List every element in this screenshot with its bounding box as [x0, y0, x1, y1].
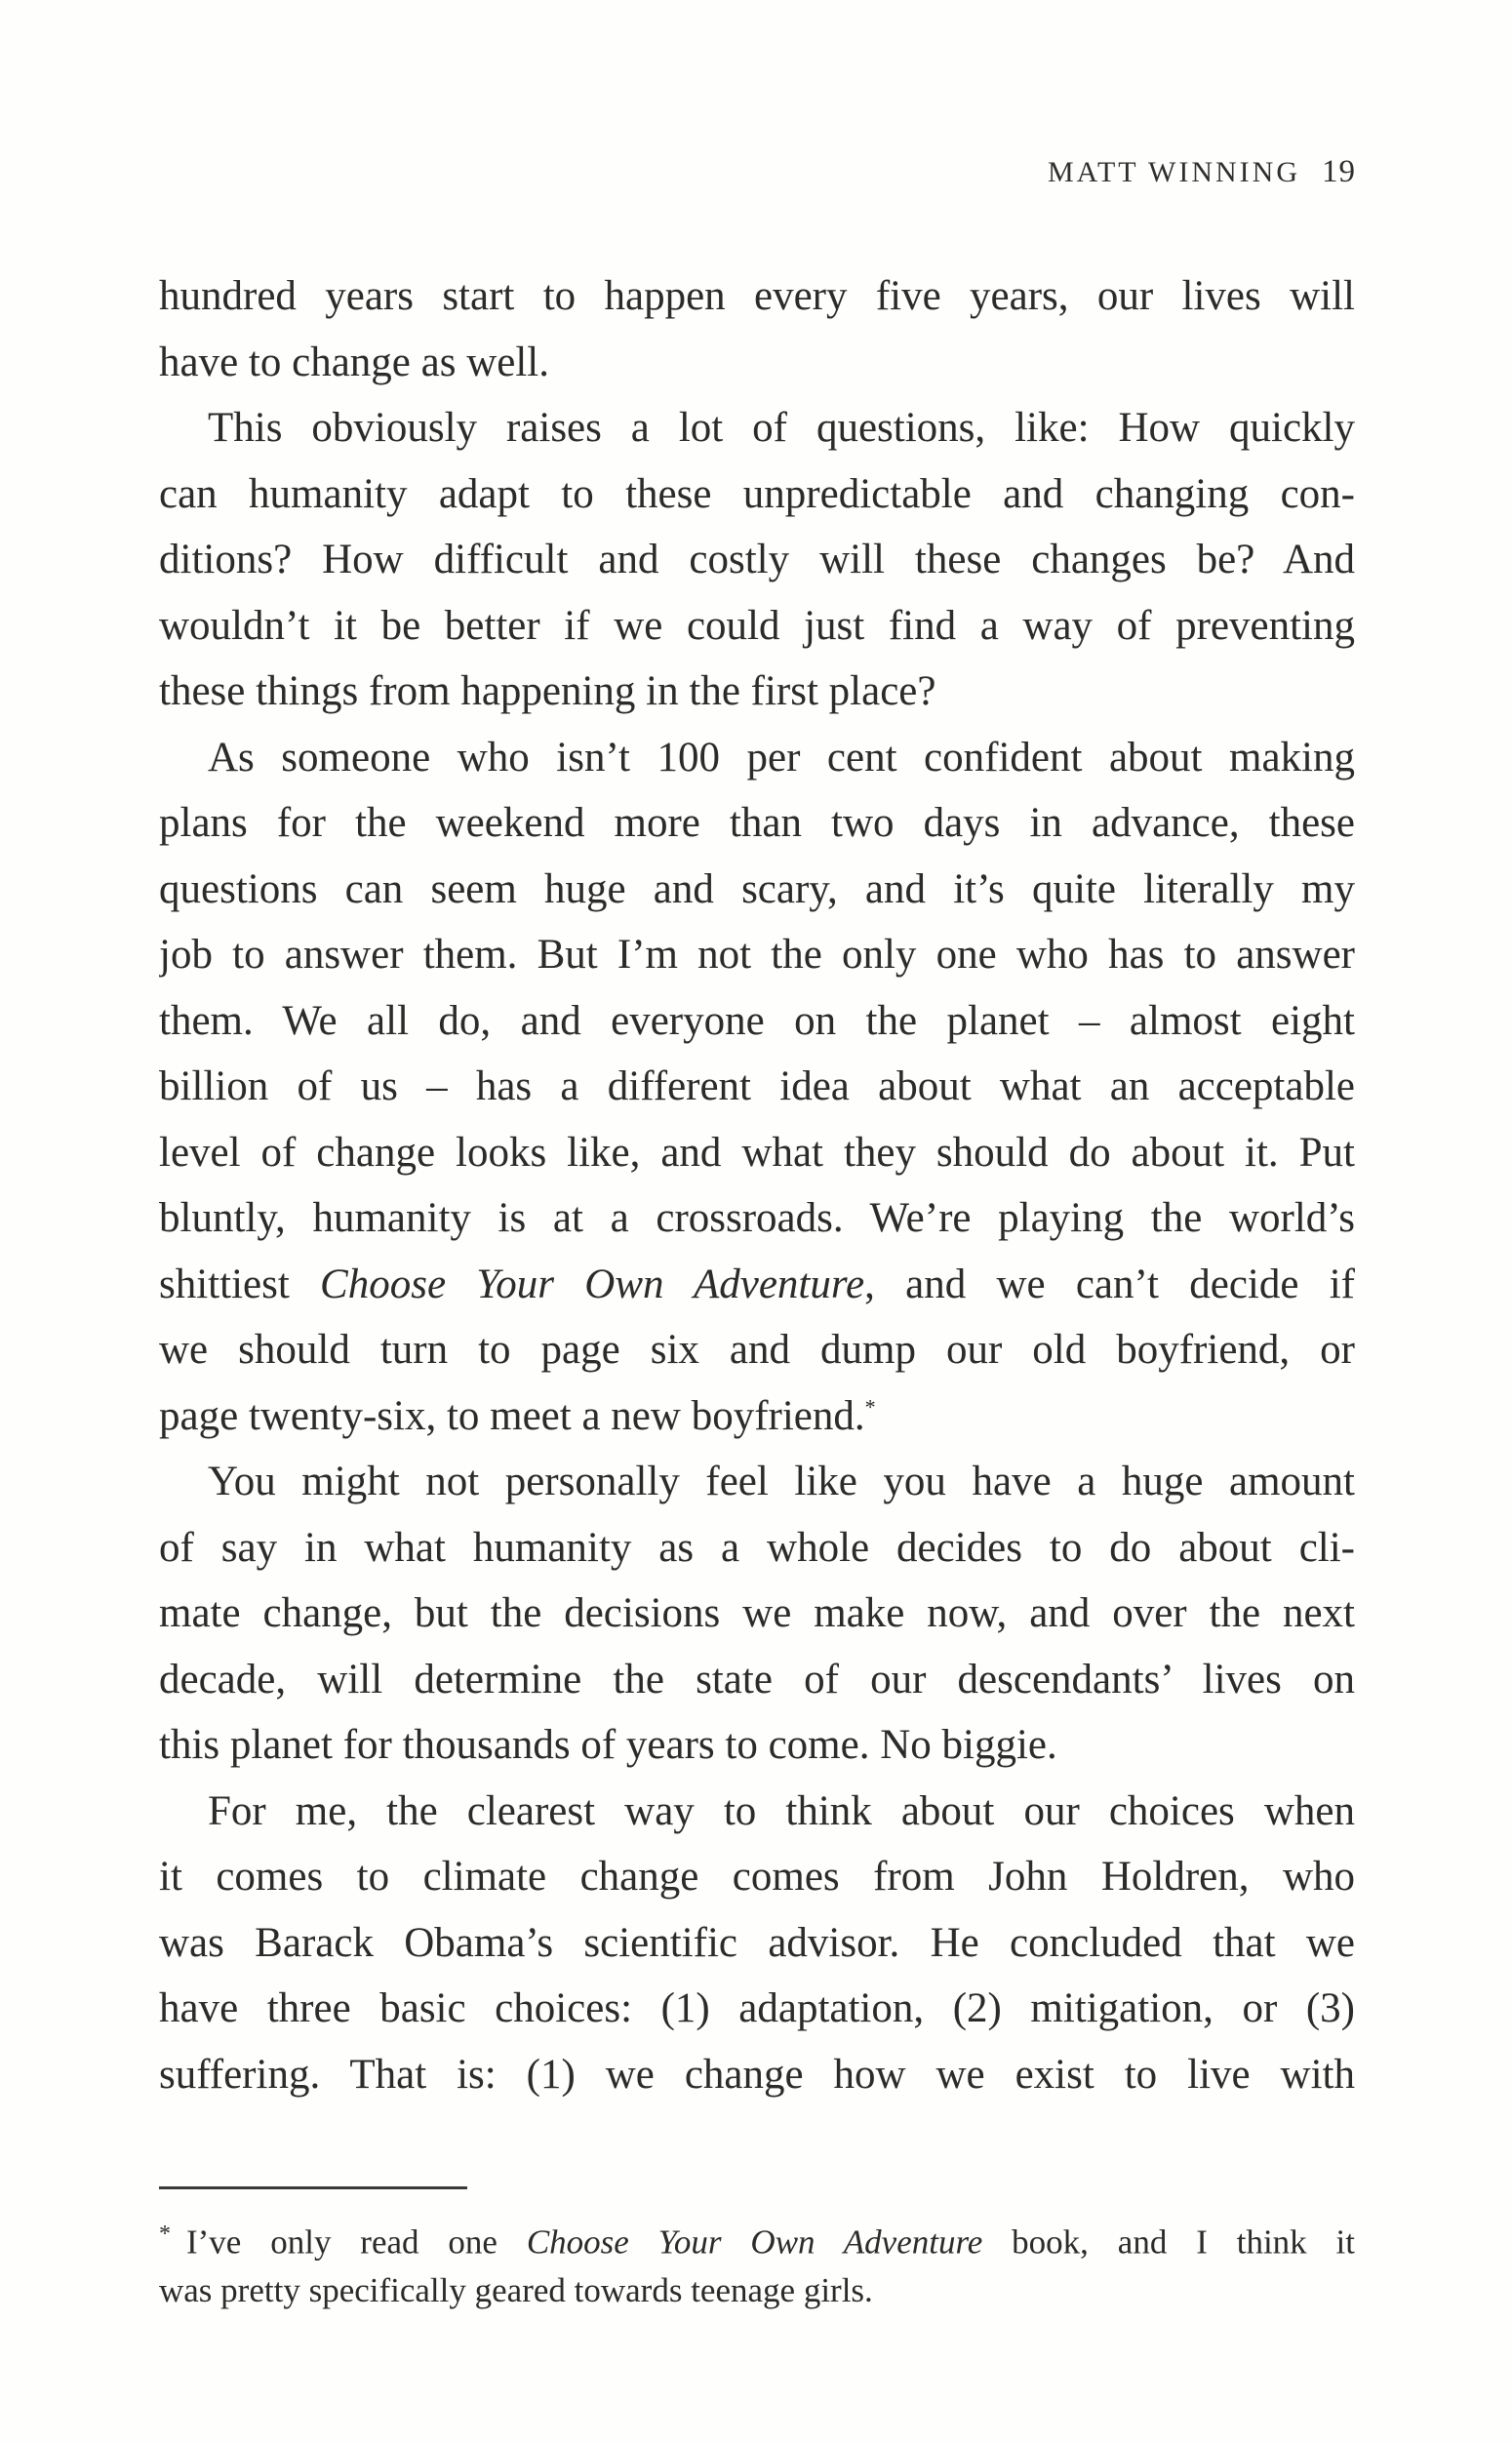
book-title-italic: Choose Your Own Adventure — [320, 1261, 865, 1307]
text-run: I’ve only read one — [186, 2223, 527, 2262]
text-line — [159, 1383, 1355, 1450]
text-line: can humanity adapt to these unpredictable and changing con- — [159, 470, 1355, 517]
text-line: suffering. That is: (1) we change how we exist to live with — [159, 2051, 1355, 2098]
text-line: have to change as well. — [159, 339, 549, 385]
text-line: we should turn to page six and dump our old boyfriend, or — [159, 1327, 1355, 1373]
text-line — [159, 1252, 1355, 1318]
text-run: , and we can’t decide if — [864, 1261, 1355, 1307]
text-line: decade, will determine the state of our descendants’ lives on — [159, 1656, 1355, 1702]
text-run: shittiest — [159, 1261, 321, 1307]
text-line: was Barack Obama’s scientific advisor. He concluded that we — [159, 1919, 1355, 1966]
text-line: This obviously raises a lot of questions, like: How quickly — [208, 405, 1355, 451]
footnote-reference: * — [864, 1394, 876, 1420]
text-line: of say in what humanity as a whole decides to do about cli- — [159, 1524, 1355, 1571]
text-line: job to answer them. But I’m not the only one who has to answer — [159, 932, 1355, 978]
text-run: book, and I think it — [982, 2223, 1355, 2262]
text-line: billion of us – has a different idea about what an acceptable — [159, 1063, 1355, 1109]
text-line: have three basic choices: (1) adaptation, (2) mitigation, or (3) — [159, 1985, 1355, 2031]
footnote-marker: * — [159, 2222, 171, 2247]
footnote-line: was pretty specifically geared towards teenage girls. — [159, 2271, 873, 2309]
text-line: them. We all do, and everyone on the planet – almost eight — [159, 997, 1355, 1044]
running-head-author: MATT WINNING — [1047, 156, 1300, 188]
text-line: wouldn’t it be better if we could just find a way of preventing — [159, 602, 1355, 649]
text-line: these things from happening in the first place? — [159, 668, 936, 714]
footnote-line — [159, 2207, 1355, 2263]
text-line: it comes to climate change comes from John Holdren, who — [159, 1854, 1355, 1900]
text-line: questions can seem huge and scary, and it’s quite literally my — [159, 865, 1355, 912]
body-text — [159, 263, 1355, 2107]
text-line: ditions? How difficult and costly will these changes be? And — [159, 537, 1355, 582]
page-number: 19 — [1322, 154, 1356, 189]
footnote — [159, 2207, 1355, 2318]
text-line: mate change, but the decisions we make now, and over the next — [159, 1590, 1355, 1636]
footnote-divider — [159, 2186, 467, 2189]
text-line: As someone who isn’t 100 per cent confident about making — [208, 734, 1355, 781]
book-title-italic: Choose Your Own Adventure — [526, 2223, 983, 2262]
text-line: hundred years start to happen every five years, our lives will — [159, 273, 1355, 319]
text-run: page twenty-six, to meet a new boyfriend. — [159, 1392, 865, 1439]
text-line: bluntly, humanity is at a crossroads. We’re playing the world’s — [159, 1195, 1355, 1241]
text-line: You might not personally feel like you have a huge amount — [208, 1459, 1355, 1504]
text-line: For me, the clearest way to think about our choices when — [208, 1787, 1355, 1834]
text-line: this planet for thousands of years to come. No biggie. — [159, 1722, 1057, 1768]
text-line: plans for the weekend more than two days in advance, these — [159, 800, 1355, 846]
text-line: level of change looks like, and what they should do about it. Put — [159, 1129, 1355, 1176]
running-head — [1048, 154, 1356, 190]
